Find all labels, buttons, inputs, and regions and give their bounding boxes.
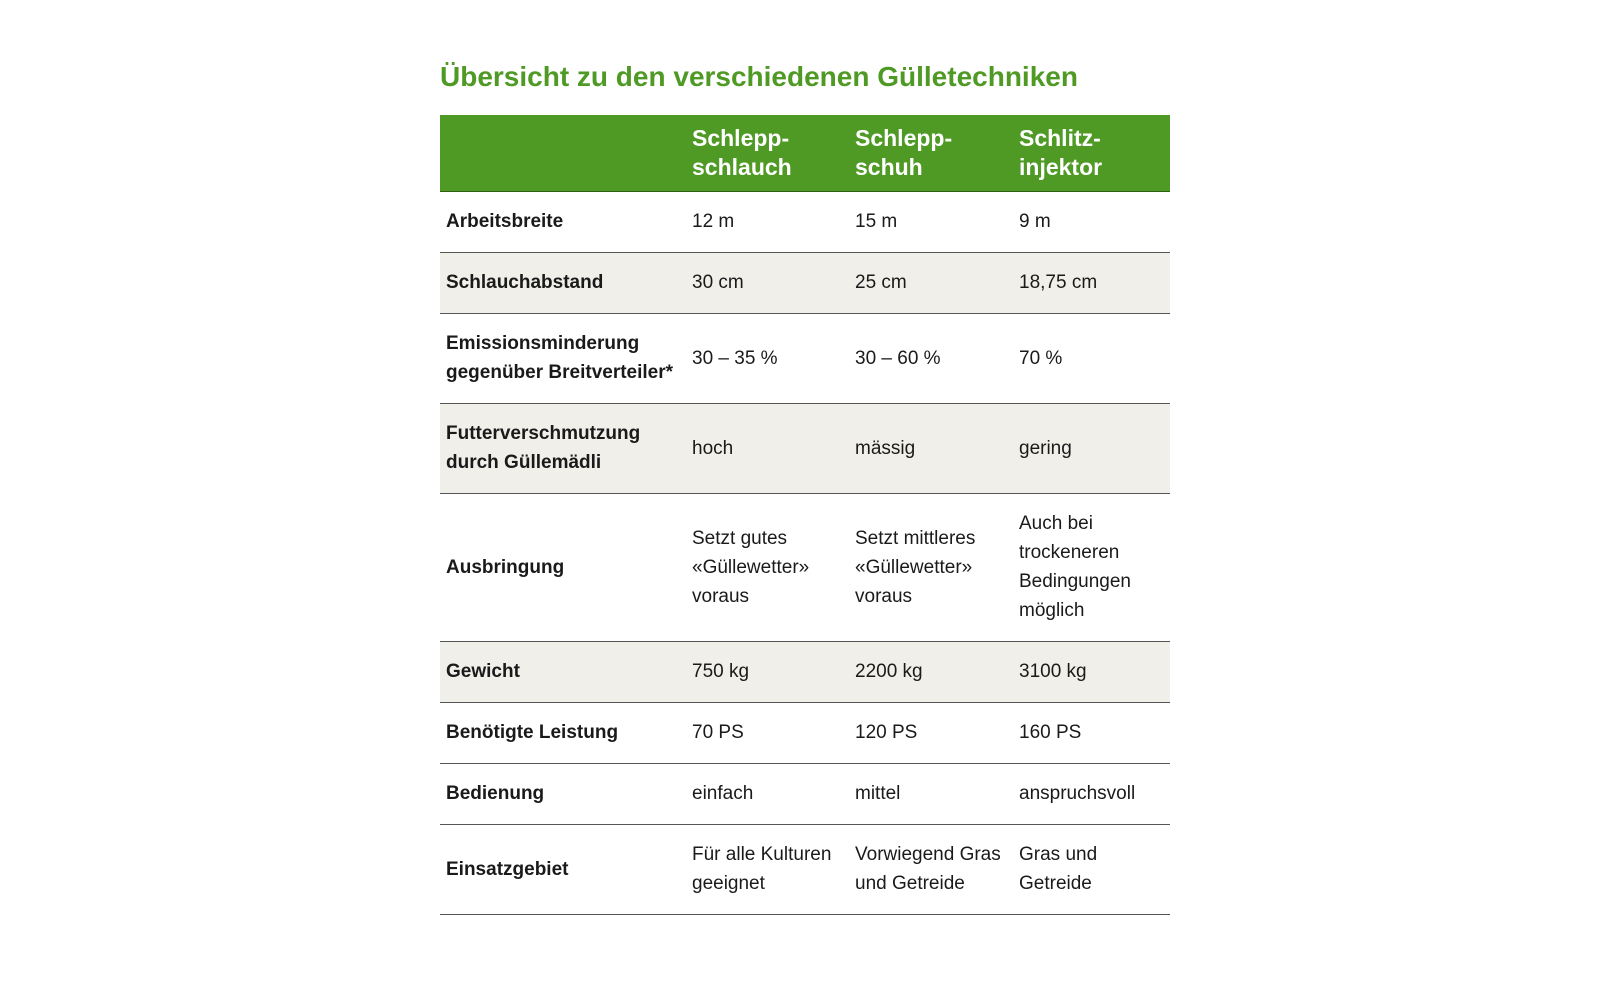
cell-line: hoch: [692, 437, 734, 459]
row-label-line: gegenüber Breitverteiler*: [446, 362, 674, 383]
row-label-line: Einsatzgebiet: [446, 858, 569, 880]
cell-line: 18,75 cm: [1019, 272, 1098, 293]
row-label-line: Benötigte Leistung: [446, 722, 619, 743]
table-cell: [686, 702, 849, 763]
column-header-line: injektor: [1019, 153, 1103, 180]
table-cell: [1013, 641, 1170, 702]
column-header-schleppschlauch: [686, 115, 849, 191]
column-header-line: Schlepp-: [692, 124, 790, 151]
table-cell: [686, 493, 849, 641]
cell-line: 70 %: [1019, 347, 1063, 369]
table-cell: [686, 824, 849, 914]
table-row: [440, 824, 1170, 914]
cell-line: möglich: [1019, 600, 1085, 621]
cell-line: 25 cm: [855, 272, 907, 293]
row-label: [440, 763, 686, 824]
table-row: [440, 252, 1170, 313]
cell-line: Setzt gutes: [692, 527, 788, 549]
row-label-line: Emissionsminderung: [446, 333, 640, 354]
cell-line: 30 – 35 %: [692, 347, 778, 369]
cell-line: voraus: [692, 585, 750, 607]
cell-line: anspruchsvoll: [1019, 783, 1136, 804]
cell-line: 120 PS: [855, 722, 918, 743]
column-header-line: Schlepp-: [855, 124, 953, 151]
column-header-line: Schlitz-: [1019, 124, 1101, 151]
table-row: [440, 191, 1170, 252]
table-cell: [686, 313, 849, 403]
cell-line: Für alle Kulturen: [692, 844, 832, 865]
cell-line: Setzt mittleres: [855, 527, 976, 549]
row-label: [440, 403, 686, 493]
table-row: [440, 403, 1170, 493]
table-cell: [849, 191, 1013, 252]
table-cell: [849, 252, 1013, 313]
row-label: [440, 641, 686, 702]
cell-line: 9 m: [1019, 211, 1051, 232]
cell-line: Bedingungen: [1019, 571, 1131, 592]
table-cell: [849, 763, 1013, 824]
row-label-line: Bedienung: [446, 783, 545, 804]
table-cell: [1013, 493, 1170, 641]
table-row: [440, 493, 1170, 641]
table-cell: [849, 824, 1013, 914]
cell-line: Auch bei: [1019, 513, 1093, 534]
table-cell: [849, 313, 1013, 403]
column-header-schlitzinjektor: [1013, 115, 1170, 191]
cell-line: 750 kg: [692, 661, 750, 682]
row-label: [440, 702, 686, 763]
row-label-line: Schlauchabstand: [446, 272, 604, 293]
table-cell: [1013, 252, 1170, 313]
cell-line: 70 PS: [692, 722, 744, 743]
column-header-line: schlauch: [692, 153, 792, 180]
cell-line: geeignet: [692, 873, 765, 894]
table-cell: [686, 252, 849, 313]
table-row: [440, 702, 1170, 763]
cell-line: mässig: [855, 437, 916, 459]
table-row: [440, 313, 1170, 403]
row-label-line: Arbeitsbreite: [446, 211, 564, 232]
row-label-line: durch Güllemädli: [446, 452, 602, 473]
row-label: [440, 824, 686, 914]
table-cell: [686, 403, 849, 493]
cell-line: 15 m: [855, 211, 898, 232]
cell-line: «Güllewetter»: [855, 556, 973, 578]
cell-line: und Getreide: [855, 873, 965, 894]
table-cell: [849, 641, 1013, 702]
table-cell: [1013, 702, 1170, 763]
table-cell: [1013, 313, 1170, 403]
row-label: [440, 313, 686, 403]
row-label: [440, 493, 686, 641]
cell-line: Gras und: [1019, 844, 1098, 865]
table-cell: [1013, 403, 1170, 493]
cell-line: gering: [1019, 437, 1072, 459]
row-label: [440, 252, 686, 313]
cell-line: 160 PS: [1019, 722, 1082, 743]
cell-line: 30 – 60 %: [855, 347, 941, 369]
cell-line: 12 m: [692, 211, 735, 232]
cell-line: 2200 kg: [855, 661, 923, 682]
column-header-line: schuh: [855, 153, 923, 180]
row-label-line: Futterverschmutzung: [446, 423, 641, 444]
row-label: [440, 191, 686, 252]
cell-line: 30 cm: [692, 272, 744, 293]
header-corner-cell: [440, 115, 686, 191]
cell-line: mittel: [855, 783, 901, 804]
table-cell: [1013, 763, 1170, 824]
table-cell: [1013, 824, 1170, 914]
table-row: [440, 763, 1170, 824]
table-header-row: [440, 115, 1170, 191]
column-header-schleppschuh: [849, 115, 1013, 191]
cell-line: einfach: [692, 783, 754, 804]
table-cell: [686, 191, 849, 252]
cell-line: voraus: [855, 585, 913, 607]
table-cell: [849, 702, 1013, 763]
comparison-table: [440, 115, 1170, 915]
table-cell: [686, 763, 849, 824]
cell-line: «Güllewetter»: [692, 556, 810, 578]
row-label-line: Gewicht: [446, 661, 520, 682]
table-cell: [849, 403, 1013, 493]
cell-line: trockeneren: [1019, 542, 1120, 563]
row-label-line: Ausbringung: [446, 556, 565, 578]
table-row: [440, 641, 1170, 702]
page-title: Übersicht zu den verschiedenen Gülletechniken: [440, 61, 1078, 92]
cell-line: 3100 kg: [1019, 661, 1087, 682]
cell-line: Getreide: [1019, 873, 1092, 894]
table-cell: [849, 493, 1013, 641]
cell-line: Vorwiegend Gras: [855, 844, 1001, 865]
table-cell: [686, 641, 849, 702]
table-cell: [1013, 191, 1170, 252]
